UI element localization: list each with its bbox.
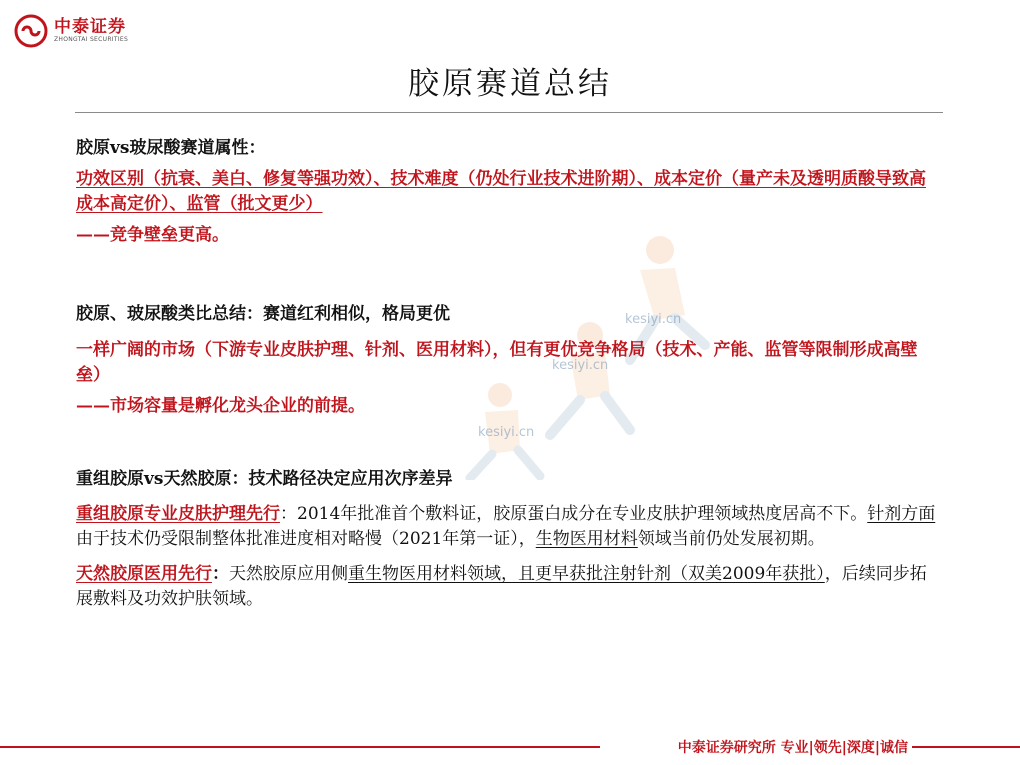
paragraph-text: 领域当前仍处发展初期。: [637, 529, 825, 549]
section-heading: 重组胶原vs天然胶原：技术路径决定应用次序差异: [76, 469, 453, 489]
watermark-text: kesiyi.cn: [625, 312, 682, 327]
paragraph-natural: [76, 562, 936, 612]
underlined-term: 重生物医用材料领域，且更早获批注射针剂（双美2009年获批）: [348, 564, 825, 584]
paragraph-recombinant: [76, 502, 936, 552]
section-heading: 胶原、玻尿酸类比总结：赛道红利相似，格局更优: [76, 304, 450, 324]
logo-name-cn: 中泰证券: [54, 17, 126, 37]
section-heading: 胶原vs玻尿酸赛道属性：: [76, 138, 266, 158]
underlined-term: 针剂方面: [867, 504, 936, 524]
section-point: 一样广阔的市场（下游专业皮肤护理、针剂、医用材料），但有更优竞争格局（技术、产能、监管等限制形成高壁垒）: [76, 340, 918, 385]
footer-rule-left: [0, 746, 600, 748]
title-divider: [75, 112, 943, 113]
footer-slogan: 中泰证券研究所 专业|领先|深度|诚信: [670, 737, 908, 757]
logo-name-en: ZHONGTAI SECURITIES: [54, 36, 129, 43]
highlight-lead: 重组胶原专业皮肤护理先行: [76, 504, 280, 524]
paragraph-text: 天然胶原应用侧: [229, 564, 348, 584]
paragraph-text: ，后续同步拓展敷料及功效护肤领域。: [76, 564, 927, 609]
section-point: 功效区别（抗衰、美白、修复等强功效）、技术难度（仍处行业技术进阶期）、成本定价（量产未及透明质酸导致高成本高定价）、监管（批文更少）: [76, 169, 926, 214]
paragraph-text: ：: [212, 564, 229, 584]
highlight-lead: 天然胶原医用先行: [76, 564, 212, 584]
footer-rule-right: [912, 746, 1020, 748]
watermark-text: kesiyi.cn: [478, 425, 535, 440]
section-conclusion: ——市场容量是孵化龙头企业的前提。: [76, 396, 365, 416]
section-conclusion: ——竞争壁垒更高。: [76, 225, 229, 245]
section-recombinant-vs-natural: [76, 467, 936, 612]
section-comparison: [76, 302, 936, 419]
paragraph-text: 由于技术仍受限制整体批准进度相对略慢（2021年第一证），: [76, 529, 536, 549]
watermark-text: kesiyi.cn: [552, 358, 609, 373]
section-attributes: [76, 136, 936, 248]
underlined-term: 生物医用材料: [535, 529, 638, 549]
paragraph-text: ：2014年批准首个敷料证，胶原蛋白成分在专业皮肤护理领域热度居高不下。: [280, 504, 868, 524]
page-title: 胶原赛道总结: [408, 66, 612, 102]
company-logo: [14, 14, 128, 48]
zhongtai-logo-icon: [14, 14, 48, 48]
